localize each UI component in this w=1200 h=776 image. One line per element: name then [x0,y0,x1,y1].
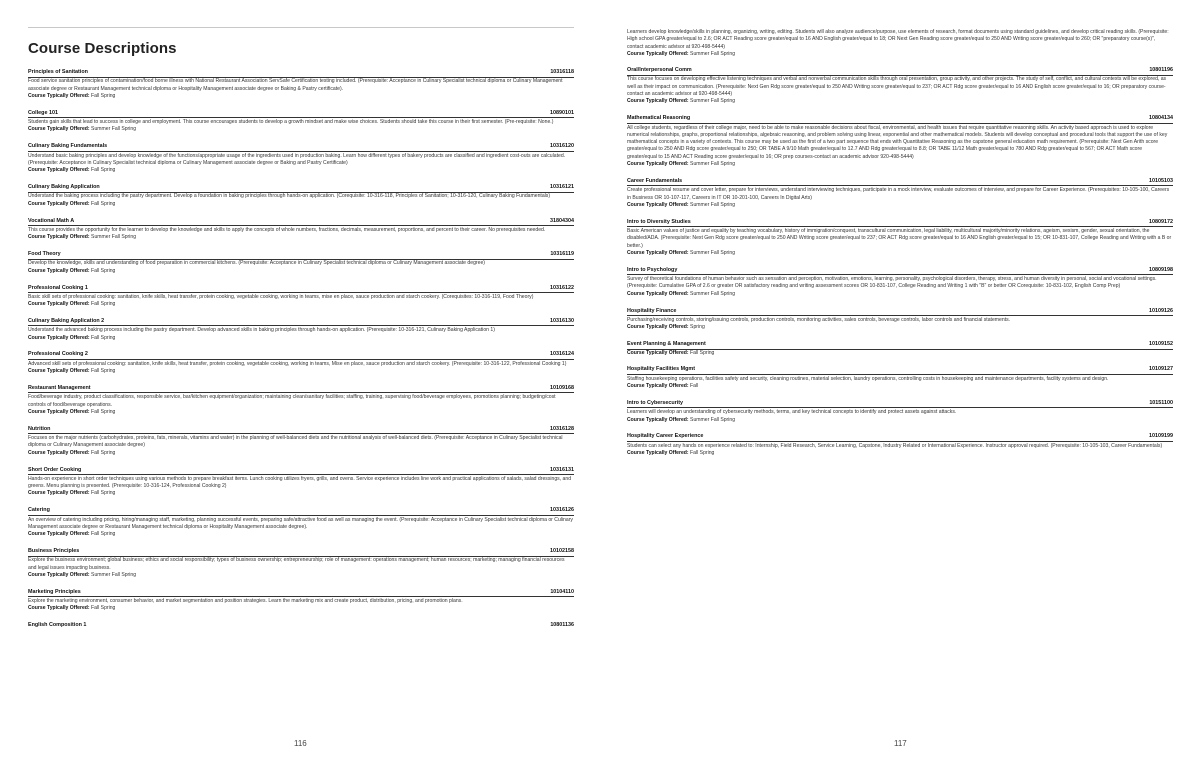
course-header [627,219,1173,228]
course-offered [627,202,1173,209]
course-name: Intro to Cybersecurity [627,399,684,406]
offered-terms: Fall Spring [91,368,116,375]
offered-label: Course Typically Offered: [28,490,90,497]
offered-terms: Summer Fall Spring [690,50,736,57]
offered-label: Course Typically Offered: [28,605,90,612]
course-code: 10890101 [550,109,574,116]
course-code: 10316122 [550,284,574,291]
course-offered [28,167,574,174]
course-description: Students can select any hands on experience related to: Internship, Field Research, Service Learning, Capstone, Industry Related or International Experience. Instructor approval required. (Prerequisite: 10-105-103, Career Fundamentals) [627,442,1163,449]
course-header [28,251,574,260]
course-description: Explore the business environment; global business; ethics and social responsibility; types of business ownership; entrepreneurship; role of management: operations management; human resources; marketing; managing financial resources and legal issues impacting business. [28,557,565,571]
offered-label: Course Typically Offered: [28,368,90,375]
course-description: Survey of theoretical foundations of human behavior such as sensation and perception, motivation, emotions, learning, personality, psychological disorders, therapy, stress, and human diversity in personal, social and vocational settings. (Prerequisite: Cumulative GPA of 2.6 or greater OR satisfactory reading and writing assessment scores OR 10-831-107, College Reading and Writing 1 with "B" or better OR Corequisite: 10-831-102, English Comp Prep) [627,276,1157,290]
course-entry [627,67,1173,105]
course-code: 10801196 [1149,67,1173,74]
offered-label: Course Typically Offered: [28,531,90,538]
offered-terms: Fall [690,383,699,390]
course-entry [627,341,1173,357]
course-description: Develop the knowledge, skills and understanding of food preparation in commercial kitchens. (Prerequisite: Acceptance in Culinary Specialist technical diploma or Culinary Management associate degree) [28,260,485,267]
course-entry [28,143,574,174]
course-entry [627,366,1173,390]
course-entry [627,308,1173,332]
course-name: Professional Cooking 1 [28,284,88,291]
course-entry [28,426,574,457]
course-name: Mathematical Reasoning [627,115,691,122]
course-name: Marketing Principles [28,588,81,595]
course-code: 10105103 [1149,177,1173,184]
page-title: Course Descriptions [28,40,177,57]
course-offered [28,126,574,133]
course-code: 10109168 [550,384,574,391]
course-entry [28,507,574,538]
course-header [28,110,574,119]
course-code: 10316124 [550,351,574,358]
course-code: 10109199 [1149,433,1173,440]
course-code: 10316121 [550,184,574,191]
course-name: Career Fundamentals [627,177,683,184]
course-code: 10316126 [550,507,574,514]
course-code: 10804134 [1149,115,1173,122]
course-offered [28,572,574,579]
course-offered [28,368,574,375]
course-offered [28,201,574,208]
course-offered [28,450,574,457]
course-description: Learners develop knowledge/skills in planning, organizing, writing, editing. Students will also analyze audience/purpose, use elements of research, format documents using standard guidelines, and develop critical reading skills. (Prerequisite: High school GPA greater/equal to 2.6; OR ACT Reading score greater/equal to 16 AND English greater/equal to 18; OR Next Gen Reading score greater/equal to 250 AND Writing score greater/equal to 260; OR "preparatory course(s)", contact academic advisor at 920-498-5444) [627,29,1169,50]
course-offered [28,234,574,241]
course-code: 10316119 [550,251,574,258]
offered-terms: Summer Fall Spring [690,416,736,423]
course-header [28,622,574,629]
course-header [28,318,574,327]
course-code: 10809198 [1149,266,1173,273]
offered-terms: Summer Fall Spring [690,98,736,105]
course-description: An overview of catering including pricing, hiring/managing staff, marketing, planning successful events, preparing safe/attractive food as well as managing the event. (Prerequisite: Acceptance in Culinary Specialist technical diploma or Culinary Management associate degree or Restaurant Management technical diploma or Hospitality Management associate degree). [28,516,573,530]
course-entry [28,184,574,208]
offered-label: Course Typically Offered: [28,200,90,207]
course-description: Hands-on experience in short order techniques using various methods to prepare breakfast items. Lunch cooking utilizes fryers, grills, and ovens. Service experience includes line work and practical applications of salads, salad dressings, and greens. Menu planning is presented. (Prerequisite: 10-316-124, Professional Cooking 2) [28,475,572,490]
course-name: Hospitality Finance [627,307,677,314]
course-header [627,67,1173,76]
course-entry [627,267,1173,298]
course-entry [627,178,1173,209]
course-entry [28,218,574,242]
course-description: Focuses on the major nutrients (carbohydrates, proteins, fats, minerals, vitamins and water) in the planning of well-balanced diets and the nutritional analysis of well-balanced diets. (Prerequisite: Acceptance in Culinary Specialist technical diploma or Culinary Management associate degree) [28,435,563,449]
offered-label: Course Typically Offered: [627,349,689,356]
course-name: Intro to Psychology [627,266,678,273]
offered-label: Course Typically Offered: [627,290,689,297]
offered-label: Course Typically Offered: [28,449,90,456]
offered-terms: Summer Fall Spring [91,126,137,133]
course-offered [28,490,574,497]
offered-terms: Fall Spring [91,490,116,497]
course-description: Basic American values of justice and equality by teaching vocabulary, history of immigration/conquest, transcultural communication, legal liability, multicultural majority/minority relations, ageism, sexism, gender, sexual orientation, the disabled/ADA. (Prerequisite: Next Gen Rdg score greater/equal to 250 AND Writing score greater/equal to 237; OR ACT Rdg score greater/equal to 16 AND English greater/equal to 15; OR 10-831-107, College Reading and Writing with a B or better.) [627,228,1172,249]
course-header [627,366,1173,375]
course-offered [627,291,1173,298]
course-offered [627,161,1173,168]
course-offered [627,98,1173,105]
course-name: English Composition 1 [28,622,87,629]
course-offered [28,605,574,612]
course-name: College 101 [28,109,58,116]
course-offered [28,93,574,100]
offered-terms: Fall Spring [91,334,116,341]
offered-terms: Fall Spring [91,167,116,174]
course-description: Explore the marketing environment, consumer behavior, and market segmentation and position strategies. Learn the marketing mix and create product, distribution, pricing, and promotion plans. [28,598,463,605]
offered-label: Course Typically Offered: [627,249,689,256]
course-entry [28,251,574,275]
offered-label: Course Typically Offered: [28,126,90,133]
course-name: Event Planning & Management [627,341,706,348]
course-header [28,467,574,476]
course-description: Learners will develop an understanding of cybersecurity methods, terms, and key technical concepts to identify and protect assets against attacks. [627,409,957,416]
course-code: 10109152 [1149,341,1173,348]
course-description: Create professional resume and cover letter, prepare for interviews, understand interviewing techniques, participate in a mock interview, evaluate outcomes of interview, and prepare for Career Experience. (Prerequisites: 10-105-100, Careers in Business OR 10-107-117, Careers in IT OR 10-201-100, Careers In Digital Arts) [627,187,1170,201]
course-name: Nutrition [28,425,51,432]
course-header [28,218,574,227]
course-description: Understand the advanced baking process including the pastry department. Develop advanced skills in baking principles through hands-on application. (Prerequisite: 10-316-121, Culinary Baking Application 1) [28,327,495,334]
course-entry [28,548,574,579]
course-offered [28,301,574,308]
course-header [28,589,574,598]
course-offered [627,417,1173,424]
course-entry [627,219,1173,257]
course-code: 10151100 [1149,399,1173,406]
course-name: Professional Cooking 2 [28,351,88,358]
course-name: Culinary Baking Application 2 [28,317,105,324]
course-code: 10316120 [550,143,574,150]
offered-label: Course Typically Offered: [28,92,90,99]
offered-terms: Summer Fall Spring [690,161,736,168]
course-header [28,184,574,193]
offered-terms: Fall Spring [91,605,116,612]
offered-terms: Summer Fall Spring [91,571,137,578]
course-offered [627,450,1173,457]
course-name: Oral/Interpersonal Comm [627,67,692,74]
continued-course [627,29,1173,58]
top-rule [28,27,574,28]
course-code: 10109127 [1149,366,1173,373]
course-offered [627,51,1173,58]
course-entry [627,115,1173,168]
course-name: Hospitality Career Experience [627,433,704,440]
course-name: Short Order Cooking [28,466,82,473]
course-code: 10801136 [550,622,574,629]
course-offered [28,335,574,342]
offered-terms: Fall Spring [91,301,116,308]
offered-label: Course Typically Offered: [627,416,689,423]
course-name: Business Principles [28,548,80,555]
course-header [627,308,1173,317]
course-offered [627,383,1173,390]
offered-terms: Summer Fall Spring [690,290,736,297]
offered-terms: Summer Fall Spring [690,249,736,256]
course-entry [28,285,574,309]
course-name: Principles of Sanitation [28,69,88,75]
course-code: 31804304 [550,217,574,224]
course-description: Food service sanitation principles of contamination/food borne illness with National Restaurant Association ServSafe Certification testing included. (Prerequisite: Acceptance in Culinary Specialist technical diploma or Culinary Management associate degree or Restaurant Management technical diploma or Hospitality Management associate degree or Baking & Pastry certificate). [28,78,563,92]
course-header [627,178,1173,187]
course-code: 10316131 [550,466,574,473]
offered-label: Course Typically Offered: [28,267,90,274]
course-offered [627,250,1173,257]
course-header [28,385,574,394]
offered-terms: Summer Fall Spring [690,201,736,208]
course-entry [28,467,574,498]
course-offered [28,409,574,416]
offered-terms: Fall Spring [91,408,116,415]
course-header [627,115,1173,124]
offered-terms: Spring [690,324,705,331]
offered-terms: Fall Spring [91,267,116,274]
course-name: Catering [28,507,50,514]
course-entry [28,69,574,100]
course-header [28,285,574,294]
offered-label: Course Typically Offered: [627,98,689,105]
course-offered [28,268,574,275]
offered-label: Course Typically Offered: [627,450,689,457]
offered-label: Course Typically Offered: [28,301,90,308]
course-offered [627,350,1173,357]
offered-terms: Fall Spring [91,531,116,538]
course-header [28,351,574,360]
offered-label: Course Typically Offered: [28,167,90,174]
course-header [28,426,574,435]
offered-label: Course Typically Offered: [28,334,90,341]
course-description: This course focuses on developing effective listening techniques and verbal and nonverbal communication skills through oral presentation, group activity, and other projects. The study of self, conflict, and cultural contexts will be explored, as well as their impact on communication. (Prerequisite: Next Gen Rdg score greater/equal to 250 AND Writing score greater/equal to 237; OR ACT Rdg score greater/equal to 16 AND English score greater/equal to 16; OR preparatory course-contact an academic advisor at 920-498-5444) [627,76,1167,98]
course-header [28,69,574,78]
course-description: Basic skill sets of professional cooking: sanitation, knife skills, heat transfer, protein cooking, vegetable cooking, working in teams, mise en place, sauce production and starch cookery. (Corequisites: 10-316-119, Food Theory) [28,293,534,300]
left-course-list [28,69,574,629]
course-header [627,341,1173,350]
course-name: Vocational Math A [28,217,75,224]
course-code: 10316118 [550,69,574,75]
offered-terms: Fall Spring [91,92,116,99]
offered-label: Course Typically Offered: [627,201,689,208]
course-header [28,548,574,557]
course-header [627,433,1173,442]
course-header [28,507,574,516]
page-number-right: 117 [894,739,907,748]
course-code: 10316128 [550,425,574,432]
course-description: Food/beverage industry, product classifications, responsible service, bar/kitchen equipment/organization; maintaining clean/sanitary facilities; staffing, training, supervising food/beverage employees, promotions planning; budgeting/cost controls of food/beverage operations. [28,394,556,408]
offered-terms: Summer Fall Spring [91,234,137,241]
course-name: Culinary Baking Fundamentals [28,143,108,150]
course-header [627,267,1173,276]
offered-label: Course Typically Offered: [28,571,90,578]
offered-label: Course Typically Offered: [627,383,689,390]
course-name: Food Theory [28,251,61,258]
course-description: Advanced skill sets of professional cooking: sanitation, knife skills, heat transfer, protein cooking, vegetable cooking, working in teams, Mise en place, sauce production and starch cookery. (Prerequisite: 10-316-122, Professional Cooking 1) [28,360,567,367]
course-entry [28,385,574,416]
course-code: 10102158 [550,548,574,555]
course-name: Hospitality Facilities Mgmt [627,366,695,373]
offered-label: Course Typically Offered: [627,324,689,331]
course-offered [28,531,574,538]
offered-label: Course Typically Offered: [28,408,90,415]
course-entry [627,400,1173,424]
course-header [627,400,1173,409]
page-number-left: 116 [294,739,307,748]
course-header [28,143,574,152]
course-description: Staffing housekeeping operations, facilities safety and security, cleaning routines, material selection, laundry operations, controlling costs in housekeeping and maintenance departments, facility systems and design. [627,375,1109,382]
offered-terms: Fall Spring [91,449,116,456]
course-code: 10109126 [1149,307,1173,314]
course-code: 10104110 [550,588,574,595]
offered-terms: Fall Spring [690,349,715,356]
course-entry [28,110,574,134]
offered-label: Course Typically Offered: [28,234,90,241]
course-offered [627,324,1173,331]
course-description: This course provides the opportunity for the learner to develop the knowledge and skills to apply the concepts of whole numbers, fractions, decimals, measurement, proportions, and percent to their career. No prerequisites needed. [28,226,546,233]
offered-label: Course Typically Offered: [627,161,689,168]
offered-terms: Fall Spring [690,450,715,457]
course-description: Understand basic baking principles and develop knowledge of the functions/appropriate usage of the ingredients used in production baking. Learn how different types of bakery products are classified and ingredient cost-outs are calculated. (Prerequisite: Acceptance in Culinary Specialist technical diploma or Culinary Management associate degree or Baking and Pastry Certificate) [28,152,566,166]
course-description: All college students, regardless of their college major, need to be able to make reasonable decisions about fiscal, environmental, and health issues that require quantitative reasoning skills. An activity based approach is used to explore numerical relationships, graphs, proportional relationships, algebraic reasoning, and problem solving using linear, exponential and other mathematical models. Students will develop conceptual and procedural tools that support the use of key mathematical concepts in a variety of contexts. This course may be used as the first of a two part sequence that ends with Quantitative Reasoning as the capstone general education math requirement. (Prerequisite: Next Gen Arith score greater/equal to 250 AND Rdg score greater/equal to 250; OR TABE A 9/10 Math greater/equal to 12.7 AND Rdg greater/equal to 8.8; OR TABE 11/12 Math greater/equal to 780 AND Rdg greater/equal to 567; OR ACT Math score greater/equal to 15 AND ACT Reading score greater/equal to 16; OR prep courses-contact an academic advisor 920-498-5444) [627,124,1168,160]
course-code: 10809172 [1149,218,1173,225]
course-name: Culinary Baking Application [28,184,100,191]
course-entry [28,351,574,375]
course-description: Understand the baking process including the pastry department. Develop a foundation in baking principles through hands-on application. (Corequisite: 10-316-118, Principles of Sanitation; 10-316-120, Culinary Baking Fundamentals) [28,193,551,200]
course-entry [28,589,574,613]
course-description: Purchasing/receiving controls, storing/issuing controls, production controls, monitoring activities, sales controls, beverage controls, labor controls and financial statements. [627,316,1011,323]
offered-terms: Fall Spring [91,200,116,207]
offered-label: Course Typically Offered: [627,50,689,57]
course-name: Intro to Diversity Studies [627,218,691,225]
course-description: Students gain skills that lead to success in college and employment. This course encourages students to develop a growth mindset and make wise choices. Students should take this course in their first semester. (Pre-requisite: None.) [28,119,554,126]
course-entry [627,433,1173,457]
course-name: Restaurant Management [28,384,91,391]
course-code: 10316130 [550,317,574,324]
course-entry [28,318,574,342]
right-course-list [627,29,1173,467]
